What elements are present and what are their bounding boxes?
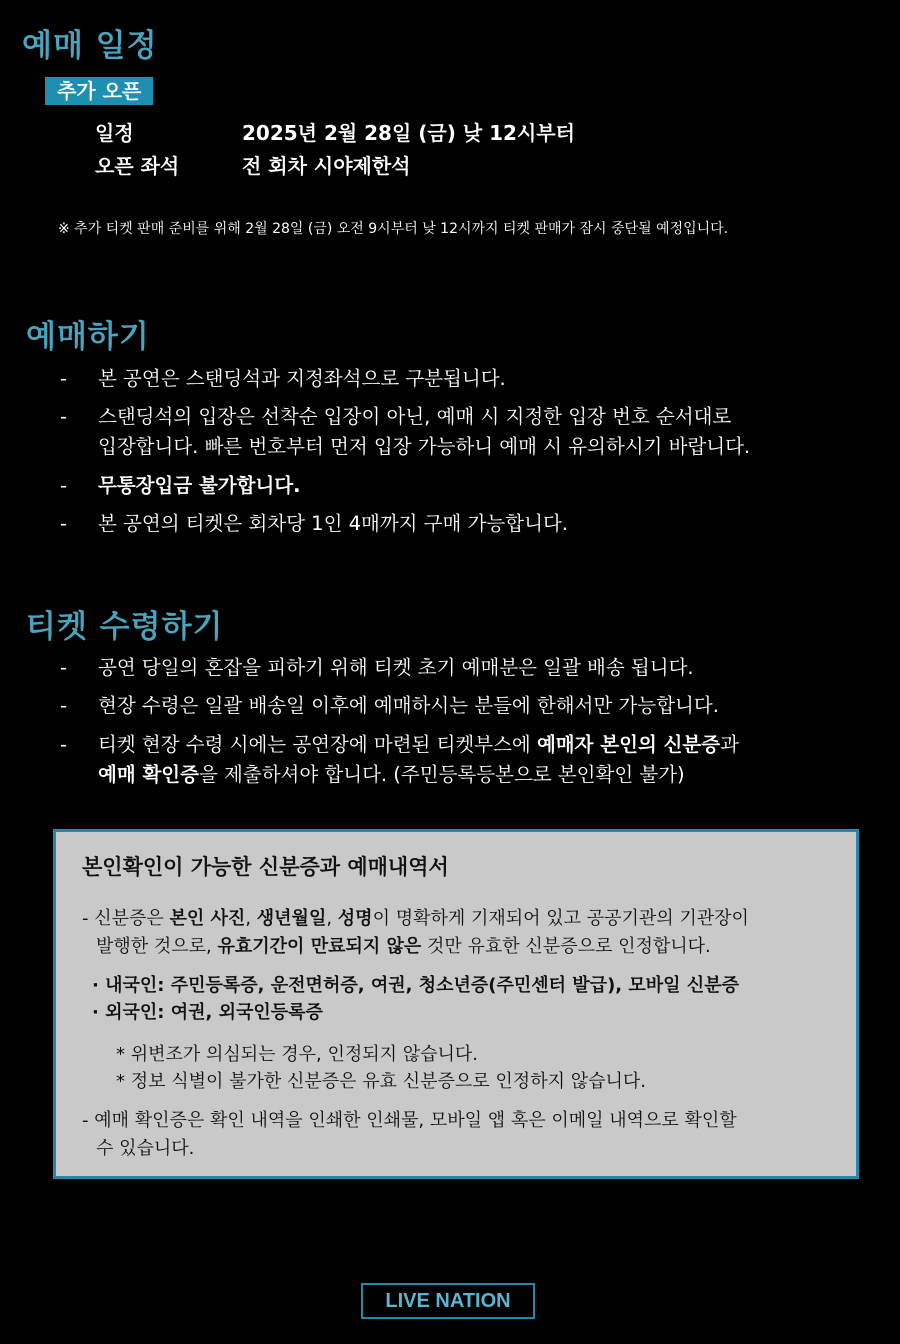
pickup-text-part: 을 제출하셔야 합니다. (주민등록등본으로 본인확인 불가)	[198, 763, 685, 786]
schedule-label-date: 일정	[95, 121, 134, 145]
pickup-text-bold: 예매 확인증	[98, 763, 199, 786]
schedule-title: 예매 일정	[22, 28, 158, 64]
booking-item-text: 본 공연의 티켓은 회차당 1인 4매까지 구매 가능합니다.	[98, 512, 568, 535]
id-text: - 신분증은	[82, 908, 170, 929]
id-info-box	[53, 829, 859, 1179]
pickup-text-part: 과	[720, 733, 739, 756]
id-text: ,	[245, 908, 257, 929]
id-text: 발행한 것으로,	[96, 936, 218, 957]
booking-item-text: 본 공연은 스탠딩석과 지정좌석으로 구분됩니다.	[98, 367, 506, 390]
dash-marker: -	[60, 512, 68, 535]
domestic-id-line	[92, 971, 739, 997]
pickup-item-text	[98, 730, 880, 760]
foreign-value: 여권, 외국인등록증	[170, 1002, 323, 1023]
dash-marker: -	[60, 405, 68, 428]
id-note-unidentifiable: * 정보 식별이 불가한 신분증은 유효 신분증으로 인정하지 않습니다.	[116, 1071, 646, 1092]
pickup-item-text: 공연 당일의 혼잡을 피하기 위해 티켓 초기 예매분은 일괄 배송 됩니다.	[98, 656, 694, 679]
dash-marker: -	[60, 656, 68, 679]
dash-marker: -	[60, 367, 68, 390]
booking-item	[60, 402, 880, 462]
booking-item-text: 무통장입금 불가합니다.	[98, 474, 301, 497]
pickup-text-part: 티켓 현장 수령 시에는 공연장에 마련된 티켓부스에	[98, 733, 537, 756]
pickup-item-text: 현장 수령은 일괄 배송일 이후에 예매하시는 분들에 한해서만 가능합니다.	[98, 694, 719, 717]
booking-item-text: 입장합니다. 빠른 번호부터 먼저 입장 가능하니 예매 시 유의하시기 바랍니다.	[98, 435, 751, 458]
dash-marker: -	[60, 733, 68, 756]
schedule-value-seats: 전 회차 시야제한석	[242, 154, 411, 178]
id-box-paragraph1-line2	[96, 932, 711, 958]
foreign-id-line	[92, 998, 323, 1024]
dash-marker: -	[60, 694, 68, 717]
domestic-value: 주민등록증, 운전면허증, 여권, 청소년증(주민센터 발급), 모바일 신분증	[170, 975, 739, 996]
id-box-paragraph2-line1: - 예매 확인증은 확인 내역을 인쇄한 인쇄물, 모바일 앱 혹은 이메일 내역으로 확인할	[82, 1110, 737, 1131]
pickup-item-text	[98, 760, 880, 790]
id-box-paragraph2-line2: 수 있습니다.	[96, 1138, 195, 1159]
booking-item	[60, 471, 880, 501]
id-note-forgery: * 위변조가 의심되는 경우, 인정되지 않습니다.	[116, 1044, 479, 1065]
booking-title: 예매하기	[26, 319, 150, 355]
additional-open-badge: 추가 오픈	[45, 77, 153, 105]
pickup-item	[60, 730, 880, 790]
schedule-note: ※ 추가 티켓 판매 준비를 위해 2월 28일 (금) 오전 9시부터 낮 12시까지 티켓 판매가 잠시 중단될 예정입니다.	[58, 221, 729, 237]
live-nation-logo: LIVE NATION	[361, 1283, 535, 1319]
foreign-label: · 외국인:	[92, 1002, 171, 1023]
booking-item	[60, 364, 880, 394]
id-box-paragraph1-line1	[82, 904, 749, 930]
booking-item-text: 스탠딩석의 입장은 선착순 입장이 아닌, 예매 시 지정한 입장 번호 순서대로	[98, 405, 732, 428]
id-text-bold: 본인 사진	[169, 908, 246, 929]
pickup-item	[60, 653, 880, 683]
ticket-pickup-title: 티켓 수령하기	[26, 609, 224, 645]
id-text-bold: 생년월일	[256, 908, 327, 929]
id-box-title: 본인확인이 가능한 신분증과 예매내역서	[82, 855, 449, 879]
pickup-item	[60, 691, 880, 721]
id-text-bold: 성명	[337, 908, 373, 929]
domestic-label: · 내국인:	[92, 975, 171, 996]
id-text: ,	[326, 908, 338, 929]
schedule-value-date: 2025년 2월 28일 (금) 낮 12시부터	[242, 121, 575, 145]
booking-item	[60, 509, 880, 539]
schedule-label-seats: 오픈 좌석	[95, 154, 180, 178]
id-text: 이 명확하게 기재되어 있고 공공기관의 기관장이	[372, 908, 749, 929]
id-text: 것만 유효한 신분증으로 인정합니다.	[421, 936, 711, 957]
pickup-text-bold: 예매자 본인의 신분증	[536, 733, 721, 756]
dash-marker: -	[60, 474, 68, 497]
id-text-bold: 유효기간이 만료되지 않은	[217, 936, 422, 957]
